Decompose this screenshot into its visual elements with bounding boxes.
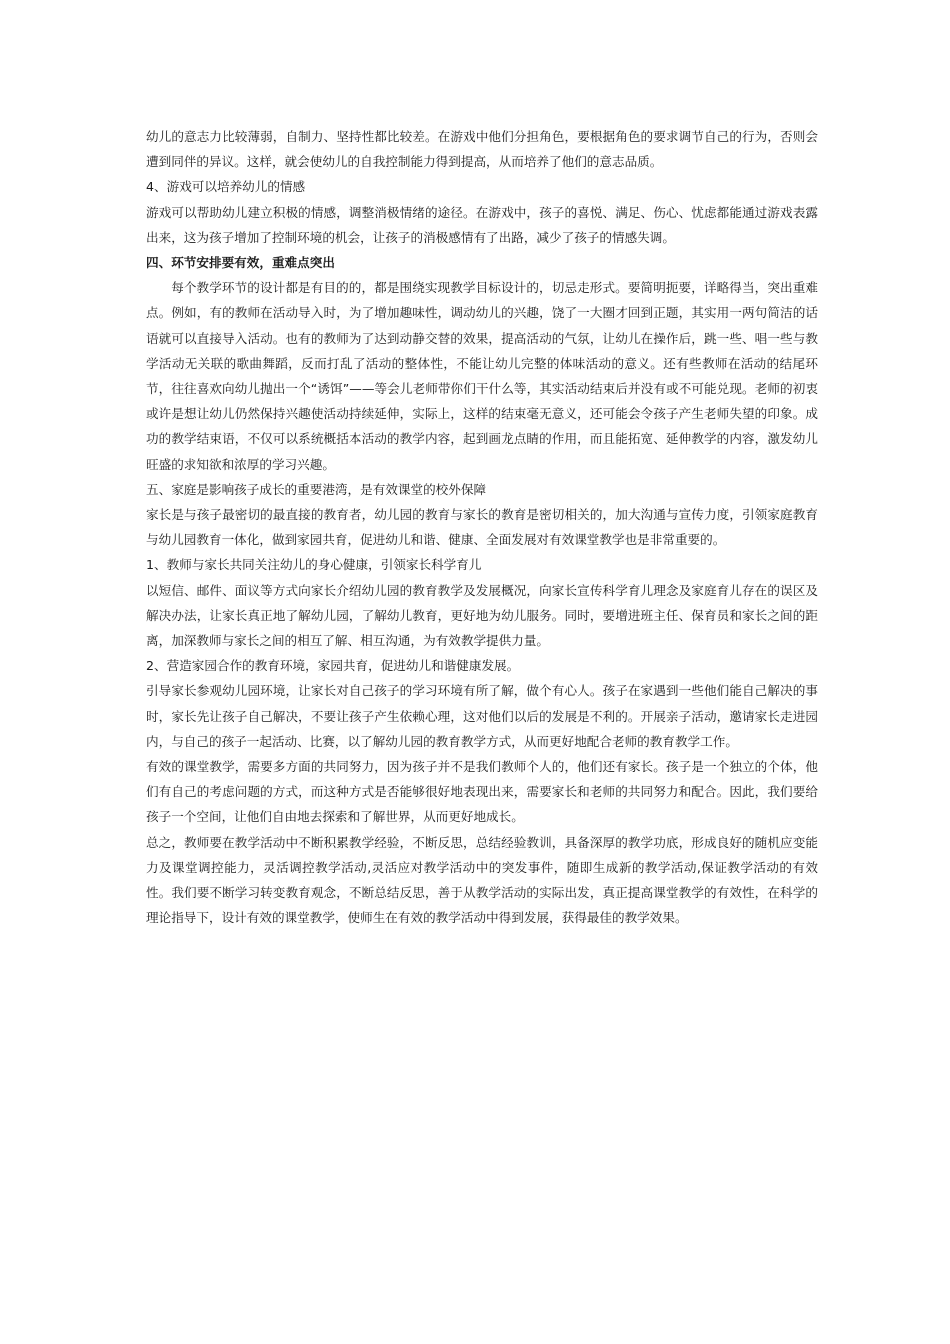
- paragraph-cooperation: 引导家长参观幼儿园环境，让家长对自己孩子的学习环境有所了解，做个有心人。孩子在家遇到一些他们能自己解决的事时，家长先让孩子自己解决，不要让孩子产生依赖心理，这对他们以后的发展是不利的。开展亲子活动，邀请家长走进园内，与自己的孩子一起活动、比赛，以了解幼儿园的教育教学方式，从而更好地配合老师的教育教学工作。: [146, 683, 818, 749]
- paragraph-emotion: 游戏可以帮助幼儿建立积极的情感，调整消极情绪的途径。在游戏中，孩子的喜悦、满足、伤心、忧虑都能通过游戏表露出来，这为孩子增加了控制环境的机会，让孩子的消极感情有了出路，减少了孩子的情感失调。: [146, 204, 818, 245]
- paragraph-parents: 家长是与孩子最密切的最直接的教育者，幼儿园的教育与家长的教育是密切相关的，加大沟通与宣传力度，引领家庭教育与幼儿园教育一体化，做到家园共育，促进幼儿和谐、健康、全面发展对有效课堂教学也是非常重要的。: [146, 507, 818, 548]
- section-heading-four: 四、环节安排要有效，重难点突出: [146, 255, 335, 271]
- paragraph-health: 以短信、邮件、面议等方式向家长介绍幼儿园的教育教学及发展概况，向家长宣传科学育儿理念及家庭育儿存在的误区及解决办法，让家长真正地了解幼儿园，了解幼儿教育，更好地为幼儿服务。同时，要增进班主任、保育员和家长之间的距离，加深教师与家长之间的相互了解、相互沟通，为有效教学提供力量。: [146, 582, 818, 649]
- document-body: [146, 124, 818, 931]
- paragraph-effective-teaching: 有效的课堂教学，需要多方面的共同努力，因为孩子并不是我们教师个人的，他们还有家长。孩子是一个独立的个体，他们有自己的考虑问题的方式，而这种方式是否能够很好地表现出来，需要家长和老师的共同努力和配合。因此，我们要给孩子一个空间，让他们自由地去探索和了解世界，从而更好地成长。: [146, 759, 818, 825]
- subheading-health: 1、教师与家长共同关注幼儿的身心健康，引领家长科学育儿: [146, 557, 482, 573]
- subheading-emotion: 4、游戏可以培养幼儿的情感: [146, 179, 306, 195]
- section-heading-five: 五、家庭是影响孩子成长的重要港湾，是有效课堂的校外保障: [146, 481, 487, 497]
- paragraph-teaching-segments: 每个教学环节的设计都是有目的的，都是围绕实现教学目标设计的，切忌走形式。要简明扼要，详略得当，突出重难点。例如，有的教师在活动导入时，为了增加趣味性，调动幼儿的兴趣，饶了一大圈才回到正题，其实用一两句简洁的话语就可以直接导入活动。也有的教师为了达到动静交替的效果，提高活动的气氛，让幼儿在操作后，跳一些、唱一些与教学活动无关联的歌曲舞蹈，反而打乱了活动的整体性，不能让幼儿完整的体味活动的意义。还有些教师在活动的结尾环节，往往喜欢向幼儿抛出一个“诱饵”——等会儿老师带你们干什么等，其实活动结束后并没有或不可能兑现。老师的初衷或许是想让幼儿仍然保持兴趣使活动持续延伸，实际上，这样的结束毫无意义，还可能会令孩子产生老师失望的印象。成功的教学结束语，不仅可以系统概括本活动的教学内容，起到画龙点睛的作用，而且能拓宽、延伸教学的内容，激发幼儿旺盛的求知欲和浓厚的学习兴趣。: [146, 280, 818, 472]
- subheading-cooperation: 2、营造家园合作的教育环境，家园共育，促进幼儿和谐健康发展。: [146, 658, 520, 674]
- paragraph-willpower: 幼儿的意志力比较薄弱，自制力、坚持性都比较差。在游戏中他们分担角色，要根据角色的要求调节自己的行为，否则会遭到同伴的异议。这样，就会使幼儿的自我控制能力得到提高，从而培养了他们的意志品质。: [146, 129, 818, 170]
- paragraph-conclusion: 总之，教师要在教学活动中不断积累教学经验，不断反思，总结经验教训，具备深厚的教学功底，形成良好的随机应变能力及课堂调控能力，灵活调控教学活动,灵活应对教学活动中的突发事件，随即生成新的教学活动,保证教学活动的有效性。我们要不断学习转变教育观念，不断总结反思，善于从教学活动的实际出发，真正提高课堂教学的有效性，在科学的理论指导下，设计有效的课堂教学，使师生在有效的教学活动中得到发展，获得最佳的教学效果。: [146, 834, 818, 926]
